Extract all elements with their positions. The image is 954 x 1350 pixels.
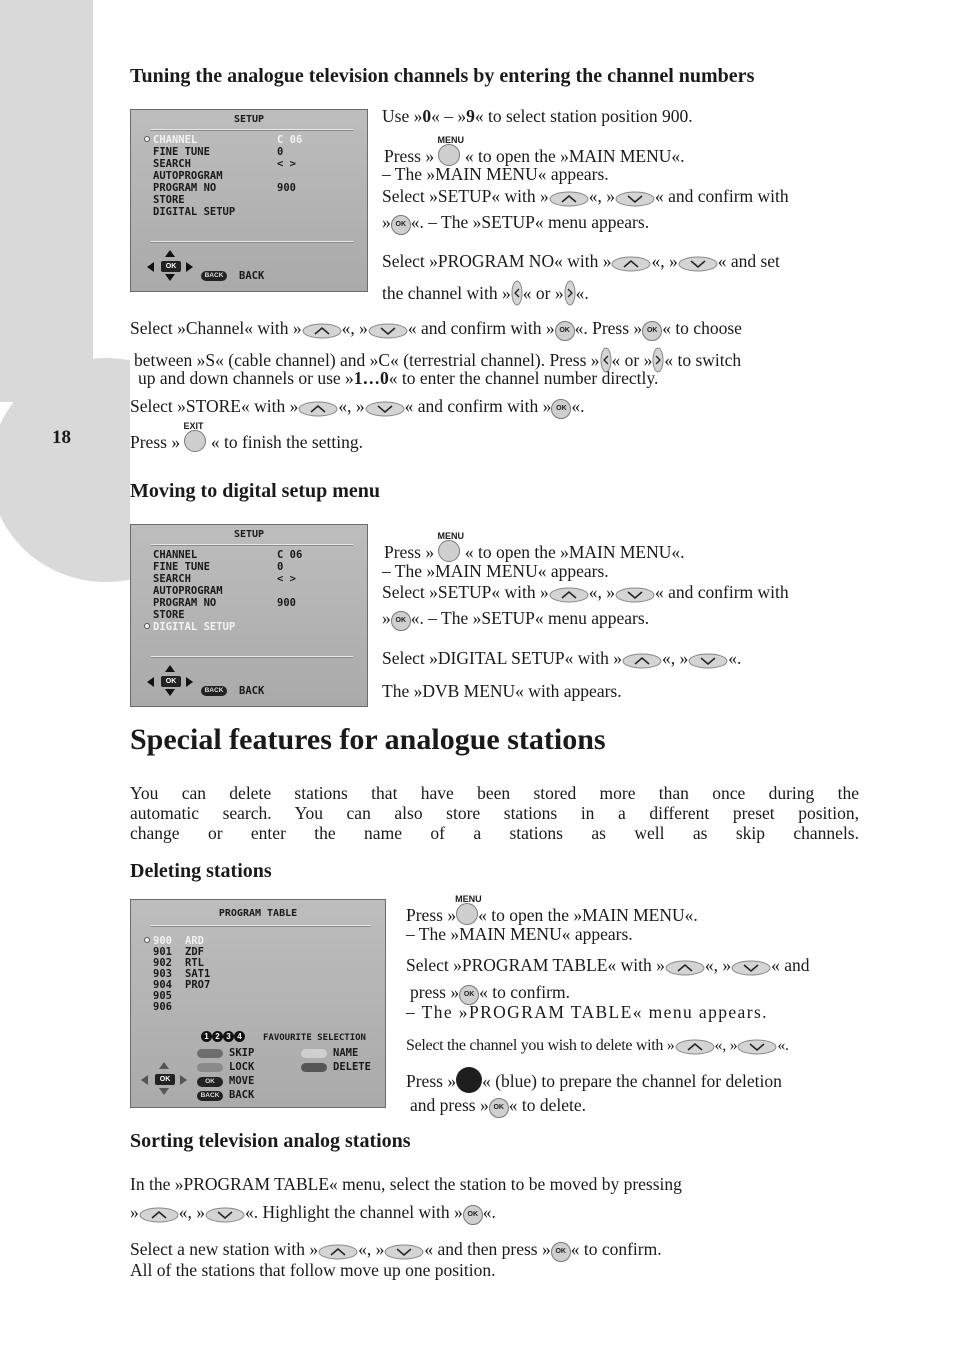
table-row-num: 902: [153, 957, 172, 969]
setup-screen-1: [130, 109, 368, 292]
nav-arrows: OK: [147, 665, 193, 699]
down-button-icon: [615, 190, 655, 208]
ok-pill: OK: [197, 1077, 223, 1087]
up-button-icon: [549, 586, 589, 604]
program-table-screen: [130, 899, 386, 1108]
ok-button-icon: OK: [463, 1205, 483, 1225]
up-button-icon: [675, 1038, 715, 1056]
s5-line-4: All of the stations that follow move up one position.: [130, 1260, 496, 1280]
delete-label: DELETE: [333, 1061, 371, 1073]
down-button-icon: [205, 1206, 245, 1224]
favourite-digits: 1 2 3 4: [201, 1031, 245, 1043]
s1-line-10: up and down channels or use »1…0« to enter the channel number directly.: [138, 368, 659, 388]
menu-row-program-no: PROGRAM NO: [153, 597, 217, 609]
screen-title: SETUP: [233, 114, 265, 125]
ok-button-icon: OK: [391, 611, 411, 631]
table-row-name: PRO7: [185, 979, 211, 991]
section-title-deleting: Deleting stations: [130, 860, 272, 882]
section-title-tuning: Tuning the analogue television channels by entering the channel numbers: [130, 65, 755, 87]
ok-button-icon: OK: [489, 1098, 509, 1118]
table-row-num: 904: [153, 979, 172, 991]
down-button-icon: [678, 255, 718, 273]
selection-dot: [144, 623, 150, 629]
down-button-icon: [688, 652, 728, 670]
s1-line-9: between »S« (cable channel) and »C« (terrestrial channel). Press » « or » « to switch: [134, 347, 741, 373]
back-pill: BACK: [201, 686, 227, 696]
menu-row-fine-tune-value: 0: [277, 146, 284, 158]
section-title-digital-setup: Moving to digital setup menu: [130, 480, 381, 502]
ok-button-icon: OK: [391, 215, 411, 235]
down-button-icon: [615, 586, 655, 604]
s2-line-3: Select »SETUP« with » «, » « and confirm with: [382, 582, 789, 602]
nav-arrows: OK: [141, 1062, 187, 1096]
s1-line-12: Press » EXIT « to finish the setting.: [130, 421, 363, 452]
s4-line-7: Press » « (blue) to prepare the channel for deletion: [406, 1067, 782, 1093]
table-row-name: ARD: [185, 935, 204, 947]
menu-row-program-no-value: 900: [277, 597, 296, 609]
screen-divider: [151, 129, 353, 131]
menu-row-channel-value: C 06: [277, 549, 303, 561]
intro-line-3: change or enter the name of a stations as well as skip channels.: [130, 823, 859, 843]
menu-row-program-no: PROGRAM NO: [153, 182, 217, 194]
menu-row-channel: CHANNEL: [153, 134, 198, 146]
menu-row-search-value: < >: [277, 573, 296, 585]
screen-title: PROGRAM TABLE: [218, 908, 298, 919]
ok-button-icon: OK: [459, 985, 479, 1005]
back-pill: BACK: [197, 1091, 223, 1101]
back-label: BACK: [239, 270, 265, 282]
table-row-num: 906: [153, 1001, 172, 1013]
up-button-icon: [549, 190, 589, 208]
menu-row-program-no-value: 900: [277, 182, 296, 194]
up-button-icon: [298, 400, 338, 418]
red-key: [197, 1049, 223, 1058]
name-label: NAME: [333, 1047, 359, 1059]
up-button-icon: [665, 959, 705, 977]
right-button-icon: [564, 280, 576, 306]
s2-line-5: Select »DIGITAL SETUP« with » «, » «.: [382, 648, 742, 668]
s4-line-8: and press » OK « to delete.: [410, 1095, 586, 1118]
s4-line-5: – The »PROGRAM TABLE« menu appears.: [406, 1002, 768, 1022]
s1-line-8: Select »Channel« with » «, » « and confirm with » OK «. Press » OK « to choose: [130, 318, 742, 341]
menu-row-search: SEARCH: [153, 158, 191, 170]
ok-button-icon: OK: [555, 321, 575, 341]
s2-line-4: » OK «. – The »SETUP« menu appears.: [382, 608, 649, 631]
intro-line-1: You can delete stations that have been stored more than once during the: [130, 783, 859, 803]
blue-key: [301, 1063, 327, 1072]
menu-row-autoprogram: AUTOPROGRAM: [153, 170, 223, 182]
exit-button-icon: EXIT: [184, 430, 206, 452]
back-label: BACK: [229, 1089, 255, 1101]
menu-row-store: STORE: [153, 609, 185, 621]
nav-arrows: OK: [147, 250, 193, 284]
side-margin-tab: [0, 358, 130, 582]
down-button-icon: [368, 322, 408, 340]
skip-label: SKIP: [229, 1047, 255, 1059]
s1-line-6: Select »PROGRAM NO« with » «, » « and set: [382, 251, 780, 271]
table-row-num: 901: [153, 946, 172, 958]
s5-line-1: In the »PROGRAM TABLE« menu, select the station to be moved by pressing: [130, 1174, 682, 1194]
yellow-key: [301, 1049, 327, 1058]
menu-row-fine-tune: FINE TUNE: [153, 561, 210, 573]
up-button-icon: [611, 255, 651, 273]
left-button-icon: [511, 280, 523, 306]
up-button-icon: [302, 322, 342, 340]
s5-line-3: Select a new station with » «, » « and then press » OK « to confirm.: [130, 1239, 662, 1262]
s4-line-1: Press » MENU « to open the »MAIN MENU«.: [406, 894, 698, 925]
screen-divider: [151, 656, 353, 658]
s4-line-6: Select the channel you wish to delete with » «, » «.: [406, 1037, 789, 1054]
menu-row-search-value: < >: [277, 158, 296, 170]
s5-line-2: » «, » «. Highlight the channel with » OK «.: [130, 1202, 496, 1225]
table-row-name: RTL: [185, 957, 204, 969]
menu-row-search: SEARCH: [153, 573, 191, 585]
down-button-icon: [365, 400, 405, 418]
s1-line-3: – The »MAIN MENU« appears.: [382, 164, 609, 184]
back-label: BACK: [239, 685, 265, 697]
s2-line-6: The »DVB MENU« with appears.: [382, 681, 622, 701]
table-row-name: ZDF: [185, 946, 204, 958]
move-label: MOVE: [229, 1075, 255, 1087]
side-margin-bar: [0, 0, 93, 402]
s2-line-1: Press » MENU « to open the »MAIN MENU«.: [384, 531, 685, 562]
ok-button-icon: OK: [551, 1242, 571, 1262]
screen-title: SETUP: [233, 529, 265, 540]
table-row-num: 900: [153, 935, 172, 947]
setup-screen-2: [130, 524, 368, 707]
green-key: [197, 1063, 223, 1072]
menu-row-digital-setup: DIGITAL SETUP: [153, 621, 236, 633]
screen-divider: [151, 925, 371, 927]
blue-button-icon: [456, 1067, 482, 1093]
down-button-icon: [731, 959, 771, 977]
up-button-icon: [139, 1206, 179, 1224]
menu-row-channel: CHANNEL: [153, 549, 198, 561]
down-button-icon: [737, 1038, 777, 1056]
menu-button-icon: MENU: [438, 540, 460, 562]
menu-row-autoprogram: AUTOPROGRAM: [153, 585, 223, 597]
menu-button-icon: MENU: [438, 144, 460, 166]
s4-line-3: Select »PROGRAM TABLE« with » «, » « and: [406, 955, 810, 975]
menu-row-fine-tune-value: 0: [277, 561, 284, 573]
s2-line-2: – The »MAIN MENU« appears.: [382, 561, 609, 581]
screen-divider: [151, 544, 353, 546]
lock-label: LOCK: [229, 1061, 255, 1073]
back-pill: BACK: [201, 271, 227, 281]
s1-line-7: the channel with » « or » «.: [382, 280, 589, 306]
s1-line-4: Select »SETUP« with » «, » « and confirm with: [382, 186, 789, 206]
s1-line-1: Use »0« – »9« to select station position 900.: [382, 106, 693, 126]
menu-button-icon: MENU: [456, 903, 478, 925]
menu-row-fine-tune: FINE TUNE: [153, 146, 210, 158]
s1-line-2: Press » MENU « to open the »MAIN MENU«.: [384, 135, 685, 166]
s4-line-2: – The »MAIN MENU« appears.: [406, 924, 633, 944]
s4-line-4: press » OK « to confirm.: [410, 982, 570, 1005]
ok-button-icon: OK: [642, 321, 662, 341]
table-row-name: SAT1: [185, 968, 211, 980]
table-row-num: 905: [153, 990, 172, 1002]
section-title-sorting: Sorting television analog stations: [130, 1130, 411, 1152]
ok-button-icon: OK: [551, 399, 571, 419]
section-title-special-features: Special features for analogue stations: [130, 723, 606, 756]
page-number: 18: [52, 427, 71, 448]
s1-line-5: » OK «. – The »SETUP« menu appears.: [382, 212, 649, 235]
up-button-icon: [622, 652, 662, 670]
selection-dot: [144, 937, 150, 943]
selection-dot: [144, 136, 150, 142]
menu-row-digital-setup: DIGITAL SETUP: [153, 206, 236, 218]
screen-divider: [151, 241, 353, 243]
s1-line-11: Select »STORE« with » «, » « and confirm with » OK «.: [130, 396, 585, 419]
down-button-icon: [384, 1243, 424, 1261]
menu-row-store: STORE: [153, 194, 185, 206]
favourite-selection-label: FAVOURITE SELECTION: [263, 1033, 366, 1043]
up-button-icon: [318, 1243, 358, 1261]
menu-row-channel-value: C 06: [277, 134, 303, 146]
intro-line-2: automatic search. You can also store stations in a different preset position,: [130, 803, 859, 823]
table-row-num: 903: [153, 968, 172, 980]
